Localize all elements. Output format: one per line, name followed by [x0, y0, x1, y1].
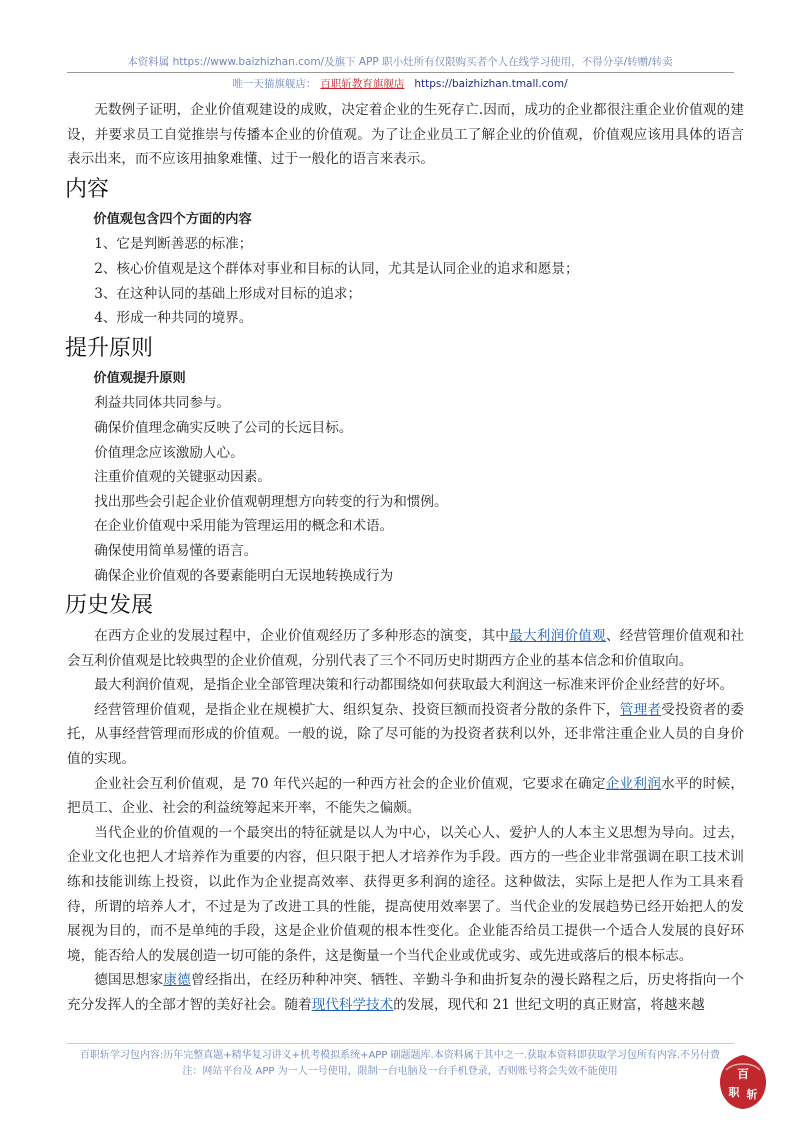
- text-run: 在西方企业的发展过程中，企业价值观经历了多种形态的演变，其中: [94, 628, 510, 645]
- svg-text:职: 职: [728, 1086, 740, 1099]
- section-title-history: 历史发展: [65, 593, 154, 619]
- svg-text:百: 百: [736, 1067, 750, 1081]
- list-item: 确保价值理念确实反映了公司的长远目标。: [94, 419, 353, 436]
- list-item: 注重价值观的关键驱动因素。: [94, 469, 271, 486]
- principles-subtitle: 价值观提升原则: [93, 370, 186, 386]
- footer-note: 注：网站平台及 APP 为一人一号使用，限制一台电脑及一台手机登录，否则账号将会失效不能使用: [182, 1066, 618, 1077]
- store-link[interactable]: 百职斩教育旗舰店: [320, 78, 405, 90]
- history-paragraph-3: [67, 698, 744, 772]
- text-run: 受投资者的委托，从事经营管理而形成的价值观。一般的说，除了尽可能的为投资者获利以外，还非常注重企业人员的自身价值的实现。: [67, 701, 745, 768]
- list-item: 1、它是判断善恶的标准；: [94, 236, 253, 253]
- header-notice: 本资料属 https://www.baizhizhan.com/及旗下 APP 职小灶所有仅限购买者个人在线学习使用，不得分享/转赠/转卖: [127, 56, 673, 68]
- baizhizhan-logo-icon: [716, 1052, 770, 1112]
- list-item: 确保使用简单易懂的语言。: [94, 542, 258, 559]
- store-url-link[interactable]: https://baizhizhan.tmall.com/: [414, 78, 568, 90]
- history-paragraph-1: [67, 624, 744, 673]
- history-paragraph-4: [67, 772, 744, 821]
- footer-notice: 百职斩学习包内容:历年完整真题+精华复习讲义+机考模拟系统+APP 刷题题库.本资料属于其中之一.获取本资料即获取学习包所有内容.不另付费: [79, 1050, 721, 1061]
- text-run: 的发展，现代和 21 世纪文明的真正财富，将越来越: [393, 997, 705, 1013]
- text-run: 经营管理价值观，是指企业在规模扩大、组织复杂、投资巨额而投资者分散的条件下，: [94, 701, 620, 718]
- document-body: [67, 98, 744, 1018]
- section-title-content: 内容: [65, 176, 110, 202]
- link-enterprise-profit[interactable]: 企业利润: [605, 775, 662, 792]
- content-subtitle: 价值观包含四个方面的内容: [93, 211, 252, 227]
- link-manager[interactable]: 管理者: [619, 701, 662, 718]
- history-paragraph-2: 最大利润价值观，是指企业全部管理决策和行动都围绕如何获取最大利润这一标准来评价企业经营的好坏。: [94, 677, 734, 694]
- list-item: 4、形成一种共同的境界。: [94, 310, 253, 327]
- section-title-principles: 提升原则: [65, 335, 154, 361]
- intro-paragraph: 无数例子证明，企业价值观建设的成败，决定着企业的生死存亡.因而，成功的企业都很注重企业价值观的建设，并要求员工自觉推崇与传播本企业的价值观。为了让企业员工了解企业的价值观，价值观应该用具体的语言表示出来，而不应该用抽象难懂、过于一般化的语言来表示。: [67, 102, 744, 168]
- list-item: 利益共同体共同参与。: [94, 395, 231, 412]
- text-run: 企业社会互利价值观，是 70 年代兴起的一种西方社会的企业价值观，它要求在确定: [94, 775, 606, 792]
- list-item: 3、在这种认同的基础上形成对目标的追求；: [94, 285, 362, 302]
- history-paragraph-6: [67, 968, 744, 1017]
- text-run: 曾经指出，在经历种种冲突、牺牲、辛勤斗争和曲折复杂的漫长路程之后，历史将指向一个充分发挥人的全部才智的美好社会。随着: [67, 972, 745, 1013]
- link-modern-science[interactable]: 现代科学技术: [311, 997, 394, 1013]
- list-item: 找出那些会引起企业价值观朝理想方向转变的行为和惯例。: [94, 493, 448, 510]
- header-store: [0, 76, 800, 91]
- history-paragraph-5: 当代企业的价值观的一个最突出的特征就是以人为中心，以关心人、爱护人的人本主义思想为导向。过去，企业文化也把人才培养作为重要的内容，但只限于把人才培养作为手段。西方的一些企业非常强调在职工技术训练和技能训练上投资，以此作为企业提高效率、获得更多利润的途径。这种做法，实际上是把人作为工具来看待，所谓的培养人才，不过是为了改进工具的性能，提高使用效率罢了。当代企业的发展趋势已经开始把人的发展视为目的，而不是单纯的手段，这是企业价值观的根本性变化。企业能否给员工提供一个适合人发展的良好环境，能否给人的发展创造一切可能的条件，这是衡量一个当代企业或优或劣、或先进或落后的根本标志。: [67, 824, 744, 964]
- text-run: 水平的时候，把员工、企业、社会的利益统筹起来开率，不能失之偏颇。: [67, 775, 745, 817]
- list-item: 价值理念应该激励人心。: [94, 444, 244, 461]
- text-run: 、经营管理价值观和社会互利价值观是比较典型的企业价值观，分别代表了三个不同历史时期西方企业的基本信念和价值取向。: [67, 628, 745, 669]
- link-max-profit-values[interactable]: 最大利润价值观: [509, 628, 606, 645]
- list-item: 确保企业价值观的各要素能明白无误地转换成行为: [94, 567, 394, 584]
- header-divider: [67, 72, 734, 73]
- footer-divider: [67, 1043, 734, 1044]
- store-label: 唯一天猫旗舰店：: [232, 78, 317, 90]
- link-kant[interactable]: 康德: [163, 972, 192, 989]
- text-run: 德国思想家: [94, 972, 164, 989]
- list-item: 2、核心价值观是这个群体对事业和目标的认同，尤其是认同企业的追求和愿景；: [94, 260, 579, 277]
- list-item: 在企业价值观中采用能为管理运用的概念和术语。: [94, 518, 394, 535]
- svg-text:斩: 斩: [746, 1088, 758, 1101]
